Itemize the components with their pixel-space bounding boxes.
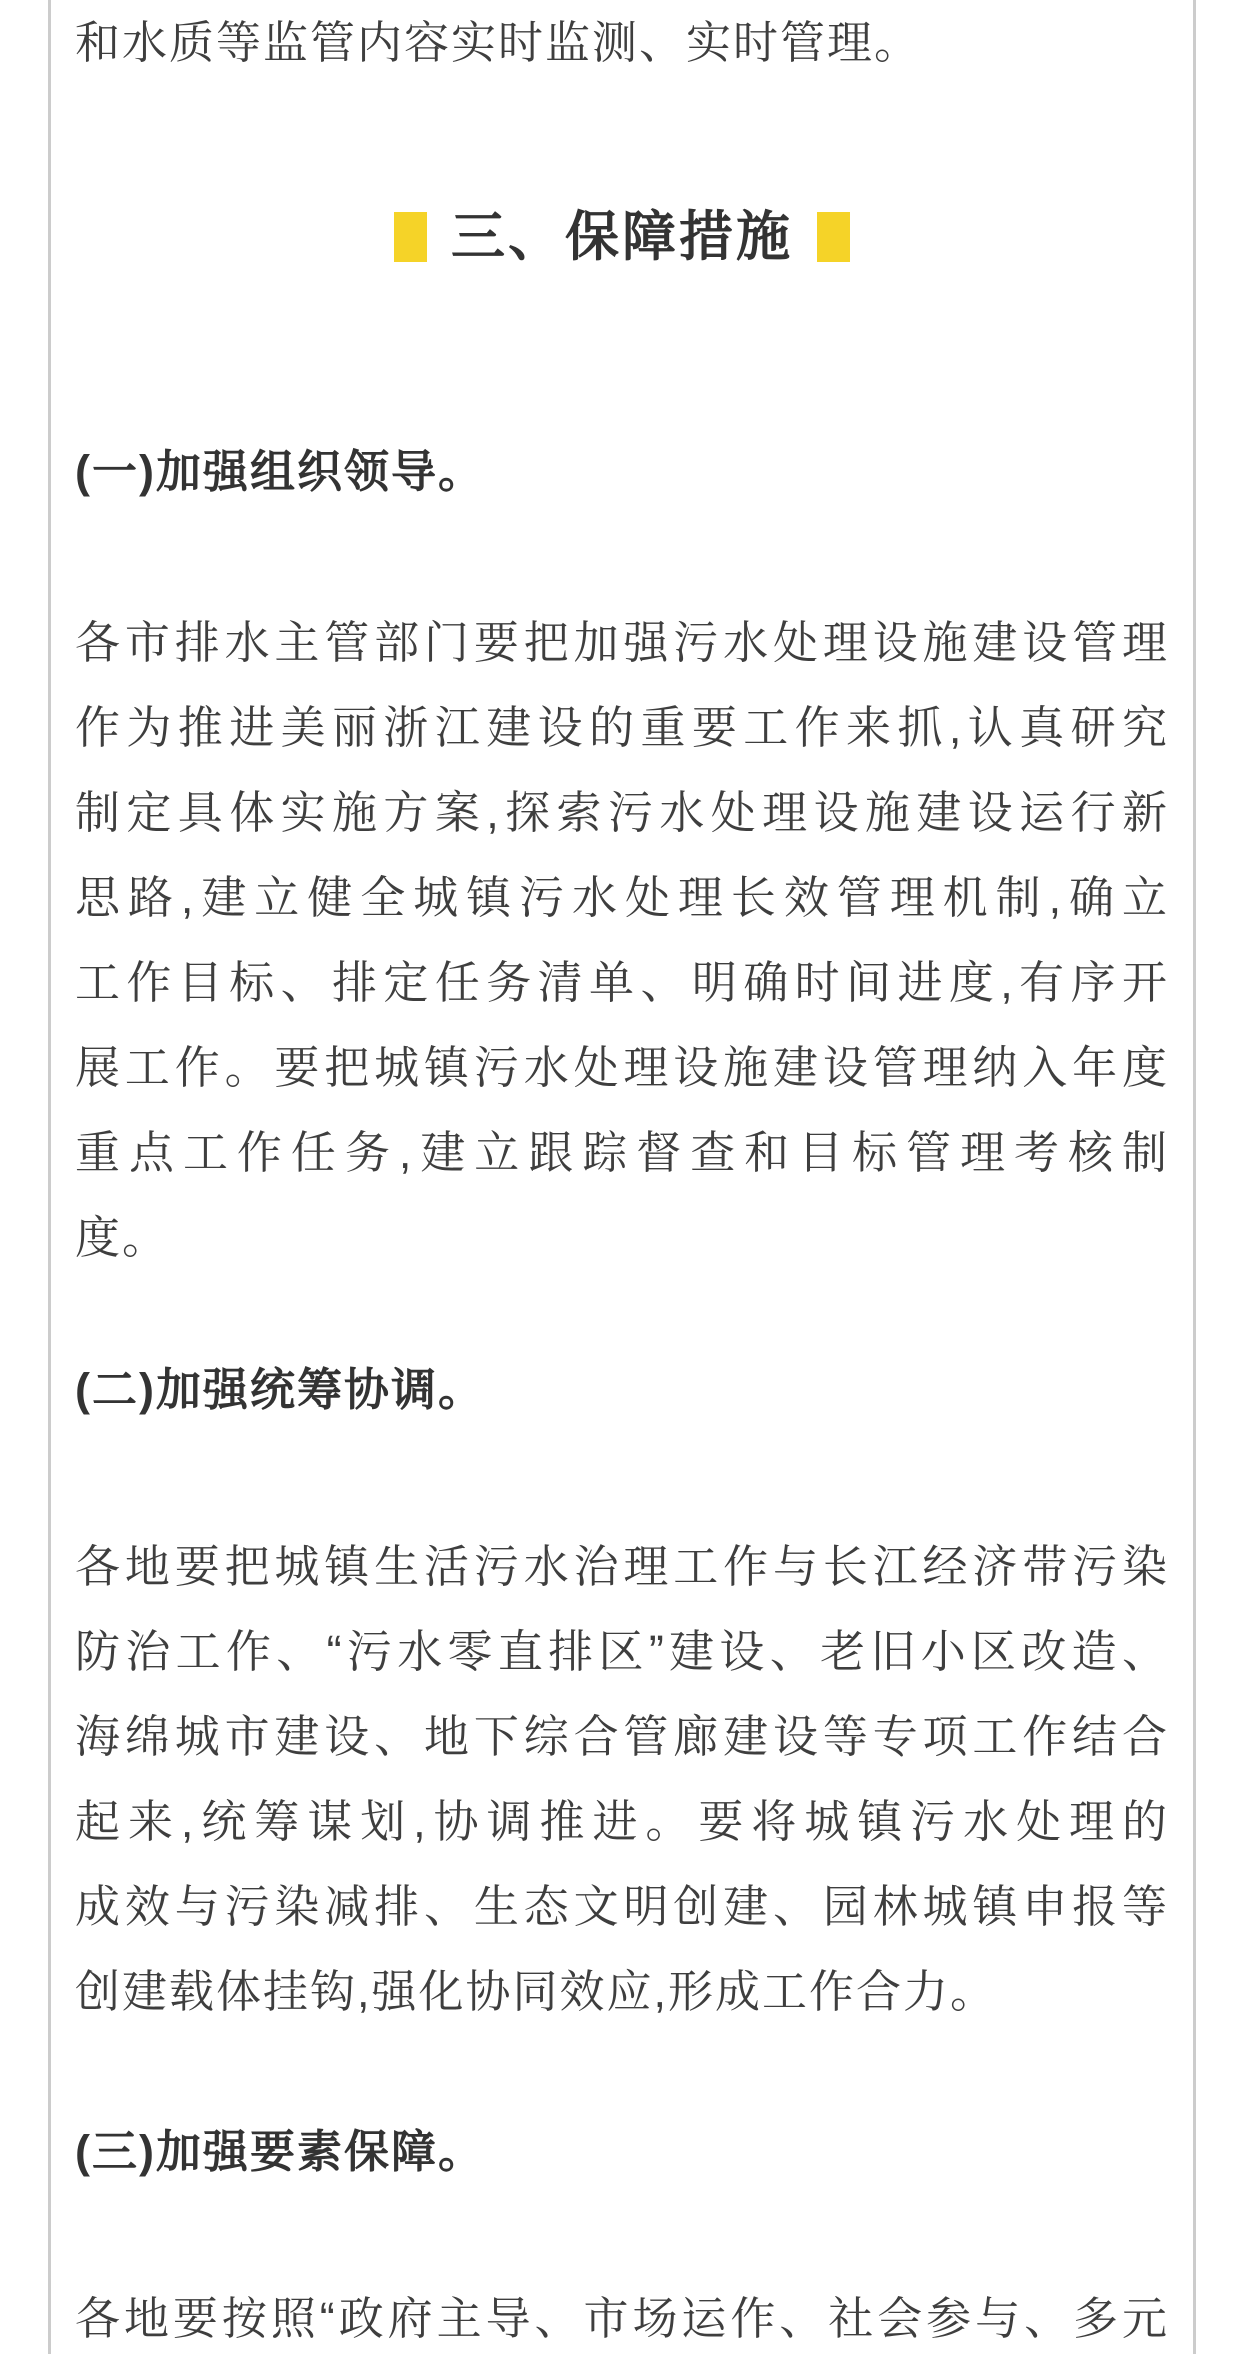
text-line: 重点工作任务,建立跟踪督查和目标管理考核制 bbox=[75, 1127, 1169, 1178]
text-line: 各市排水主管部门要把加强污水处理设施建设管理 bbox=[75, 617, 1169, 668]
text-line: 各地要按照“政府主导、市场运作、社会参与、多元 bbox=[75, 2293, 1169, 2344]
text-line: 防治工作、“污水零直排区”建设、老旧小区改造、 bbox=[75, 1626, 1169, 1677]
yellow-bar-right-icon bbox=[817, 212, 850, 262]
text-line: 度。 bbox=[75, 1212, 170, 1263]
right-border-line bbox=[1193, 0, 1196, 2354]
subsection-heading-2: (二)加强统筹协调。 bbox=[75, 1364, 485, 1415]
text-line: 制定具体实施方案,探索污水处理设施建设运行新 bbox=[75, 787, 1169, 838]
text-line: 海绵城市建设、地下综合管廊建设等专项工作结合 bbox=[75, 1711, 1169, 1762]
paragraph-tail-line: 和水质等监管内容实时监测、实时管理。 bbox=[75, 17, 922, 68]
section-heading bbox=[75, 205, 1169, 269]
text-line: 展工作。要把城镇污水处理设施建设管理纳入年度 bbox=[75, 1042, 1169, 1093]
paragraph-3 bbox=[75, 2276, 1169, 2361]
article-content bbox=[51, 0, 1193, 2361]
text-line: 各地要把城镇生活污水治理工作与长江经济带污染 bbox=[75, 1541, 1169, 1592]
paragraph-1 bbox=[75, 600, 1169, 1280]
text-line: 思路,建立健全城镇污水处理长效管理机制,确立 bbox=[75, 872, 1169, 923]
text-line: 成效与污染减排、生态文明创建、园林城镇申报等 bbox=[75, 1881, 1169, 1932]
text-line: 起来,统筹谋划,协调推进。要将城镇污水处理的 bbox=[75, 1796, 1169, 1847]
subsection-heading-1: (一)加强组织领导。 bbox=[75, 446, 485, 497]
subsection-heading-3: (三)加强要素保障。 bbox=[75, 2126, 485, 2177]
section-title: 三、保障措施 bbox=[451, 207, 793, 267]
yellow-bar-left-icon bbox=[394, 212, 427, 262]
text-line: 工作目标、排定任务清单、明确时间进度,有序开 bbox=[75, 957, 1169, 1008]
paragraph-2 bbox=[75, 1524, 1169, 2034]
text-line: 作为推进美丽浙江建设的重要工作来抓,认真研究 bbox=[75, 702, 1169, 753]
text-line: 创建载体挂钩,强化协同效应,形成工作合力。 bbox=[75, 1966, 998, 2017]
